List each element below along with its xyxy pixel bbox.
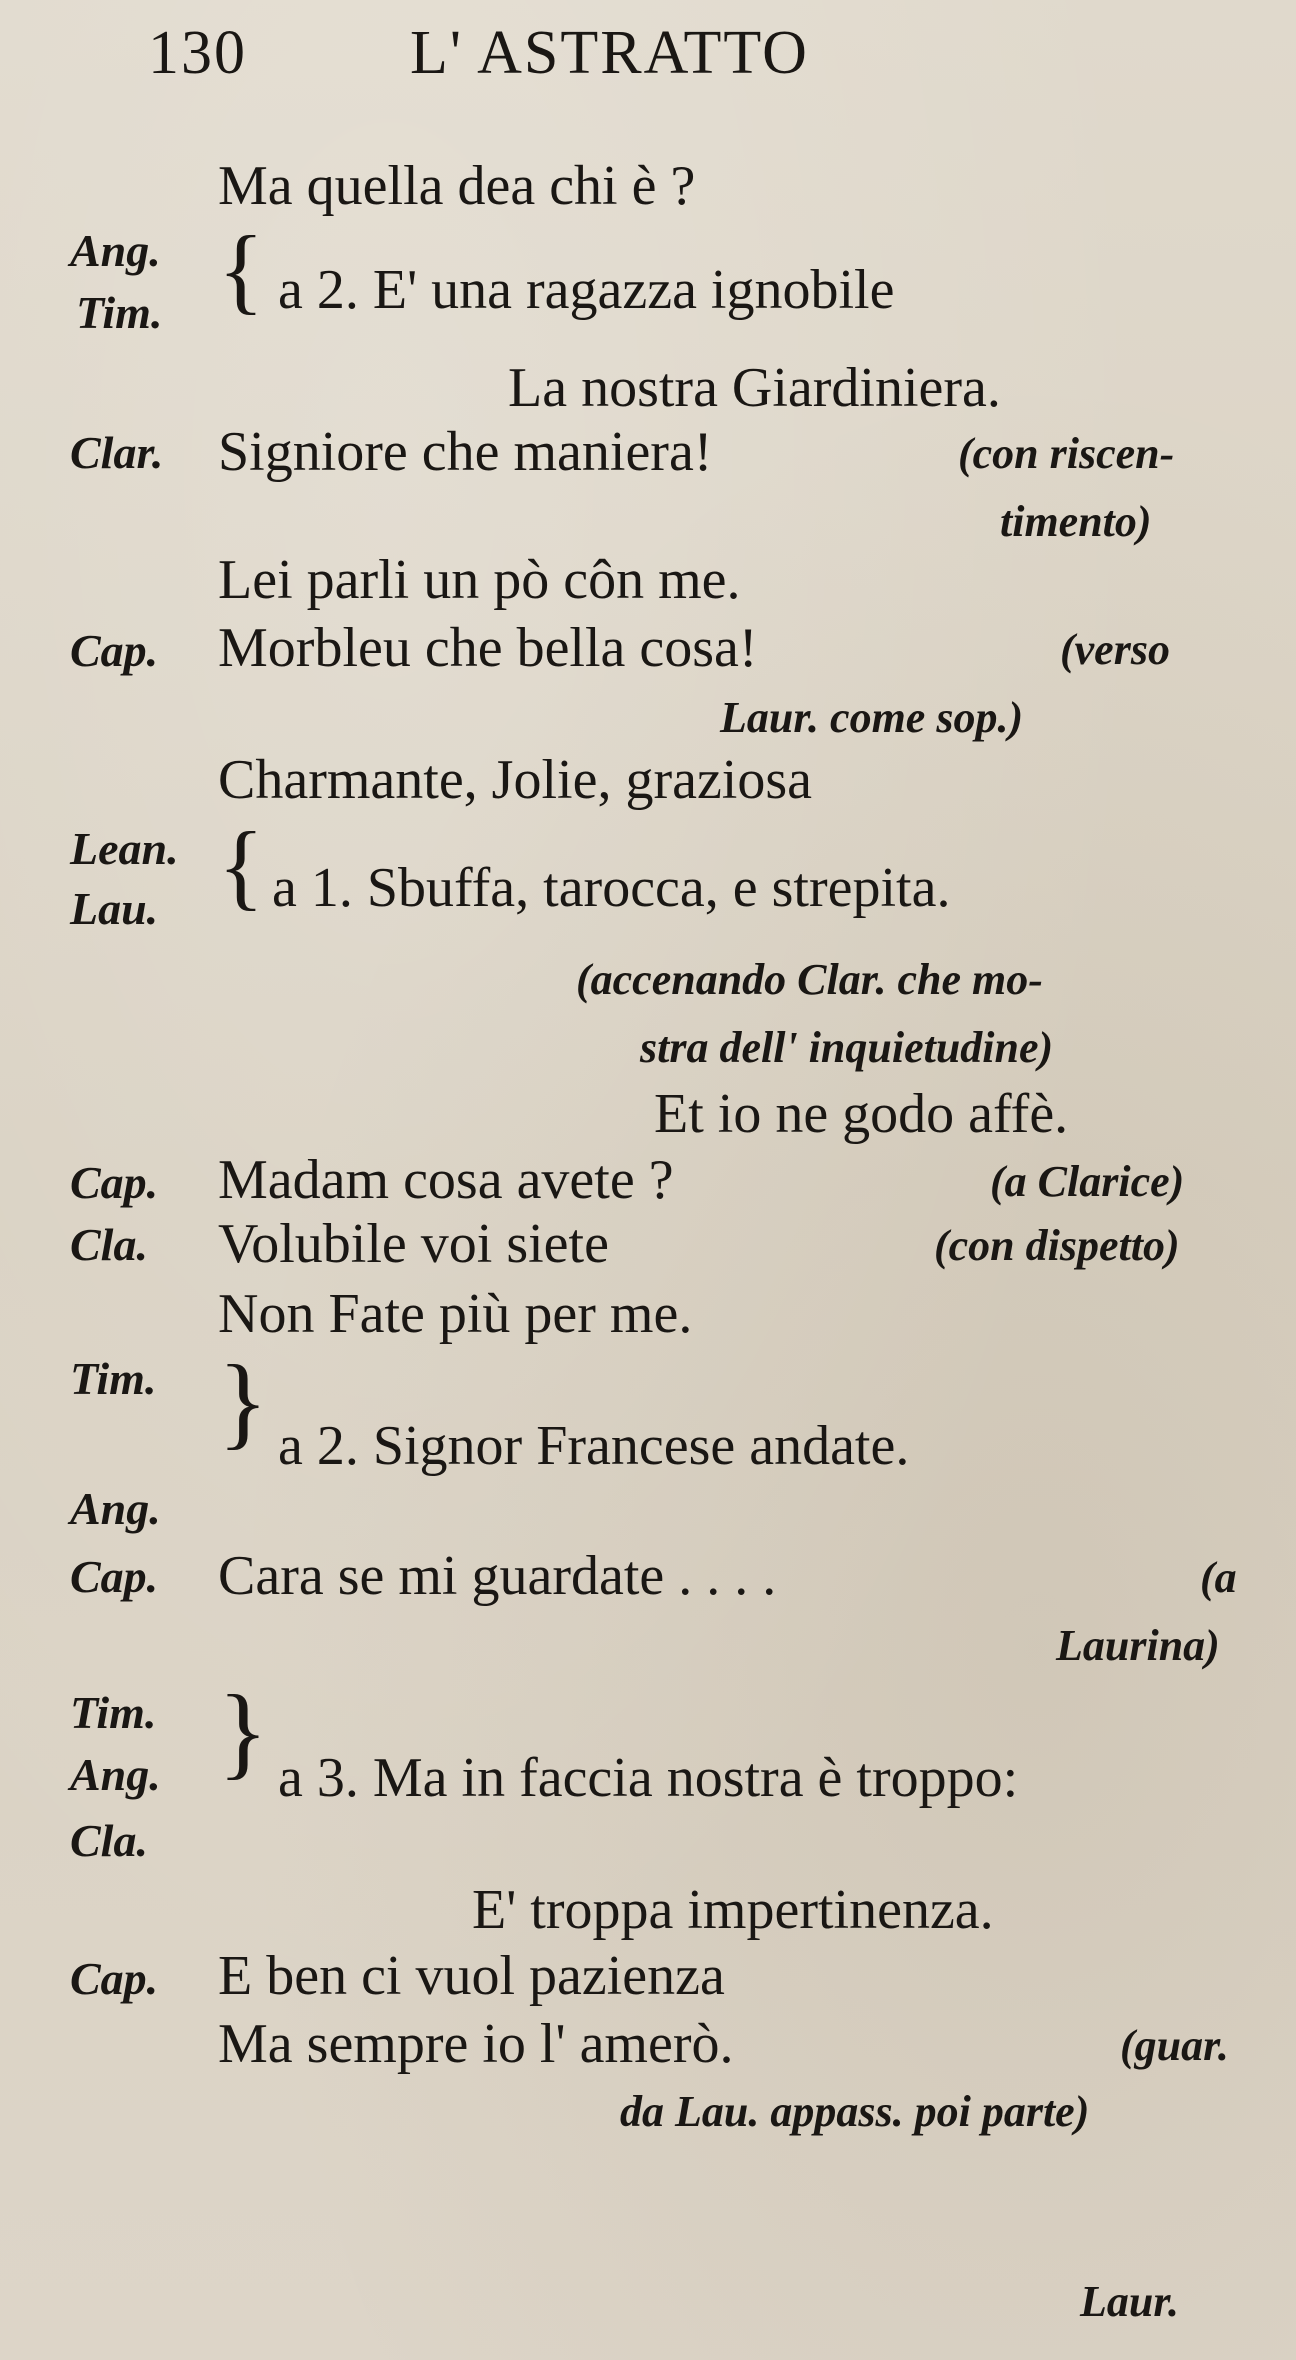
stage-direction: (con riscen- <box>958 429 1175 478</box>
speaker-label: Lean. <box>70 823 179 874</box>
verse-line: Lei parli un pò côn me. <box>218 549 741 611</box>
stage-direction: (a Clarice) <box>990 1157 1185 1206</box>
speaker-label: Ang. <box>70 225 161 276</box>
page-number: 130 <box>148 19 247 87</box>
verse-line: La nostra Giardiniera. <box>508 357 1001 419</box>
verse-line: Signiore che maniera! <box>218 421 713 483</box>
brace-mark: { <box>218 216 265 323</box>
stage-direction: (verso <box>1060 625 1170 674</box>
speaker-label: Ang. <box>70 1749 161 1800</box>
verse-line: a 3. Ma in faccia nostra è troppo: <box>278 1747 1019 1809</box>
stage-direction: stra dell' inquietudine) <box>640 1023 1054 1072</box>
speaker-label: Ang. <box>70 1483 161 1534</box>
speaker-label: Cap. <box>70 1551 159 1602</box>
verse-line: Volubile voi siete <box>218 1213 609 1275</box>
catchword: Laur. <box>1080 2277 1180 2326</box>
verse-line: E' troppa impertinenza. <box>472 1879 994 1941</box>
brace-mark: } <box>218 1674 268 1789</box>
stage-direction: (accenando Clar. che mo- <box>576 955 1043 1004</box>
stage-direction: da Lau. appass. poi parte) <box>620 2087 1090 2136</box>
verse-line: a 2. E' una ragazza ignobile <box>278 259 895 321</box>
verse-line: Cara se mi guardate . . . . <box>218 1545 777 1607</box>
speaker-label: Cla. <box>70 1219 148 1270</box>
speaker-label: Tim. <box>76 287 163 338</box>
verse-line: Ma quella dea chi è ? <box>218 155 696 217</box>
stage-direction: (guar. <box>1120 2021 1229 2070</box>
running-title: L' ASTRATTO <box>410 19 809 87</box>
speaker-label: Cap. <box>70 1953 159 2004</box>
verse-line: Morbleu che bella cosa! <box>218 617 758 679</box>
verse-line: Et io ne godo affè. <box>654 1083 1069 1145</box>
stage-direction: (con dispetto) <box>934 1221 1180 1270</box>
verse-line: a 1. Sbuffa, tarocca, e strepita. <box>272 857 951 919</box>
speaker-label: Tim. <box>70 1687 157 1738</box>
brace-mark: { <box>218 812 265 919</box>
speaker-label: Clar. <box>70 427 164 478</box>
speaker-label: Lau. <box>70 883 159 934</box>
speaker-label: Cap. <box>70 1157 159 1208</box>
verse-line: Madam cosa avete ? <box>218 1149 674 1211</box>
verse-line: Non Fate più per me. <box>218 1283 693 1345</box>
verse-line: a 2. Signor Francese andate. <box>278 1415 910 1477</box>
speaker-label: Cla. <box>70 1815 148 1866</box>
stage-direction: Laur. come sop.) <box>720 693 1024 742</box>
verse-line: E ben ci vuol pazienza <box>218 1945 725 2007</box>
stage-direction: Laurina) <box>1056 1621 1220 1670</box>
brace-mark: } <box>218 1344 268 1459</box>
stage-direction: timento) <box>1000 497 1152 546</box>
speaker-label: Tim. <box>70 1353 157 1404</box>
verse-line: Ma sempre io l' amerò. <box>218 2013 734 2075</box>
verse-line: Charmante, Jolie, graziosa <box>218 749 813 811</box>
stage-direction: (a <box>1200 1553 1237 1602</box>
speaker-label: Cap. <box>70 625 159 676</box>
